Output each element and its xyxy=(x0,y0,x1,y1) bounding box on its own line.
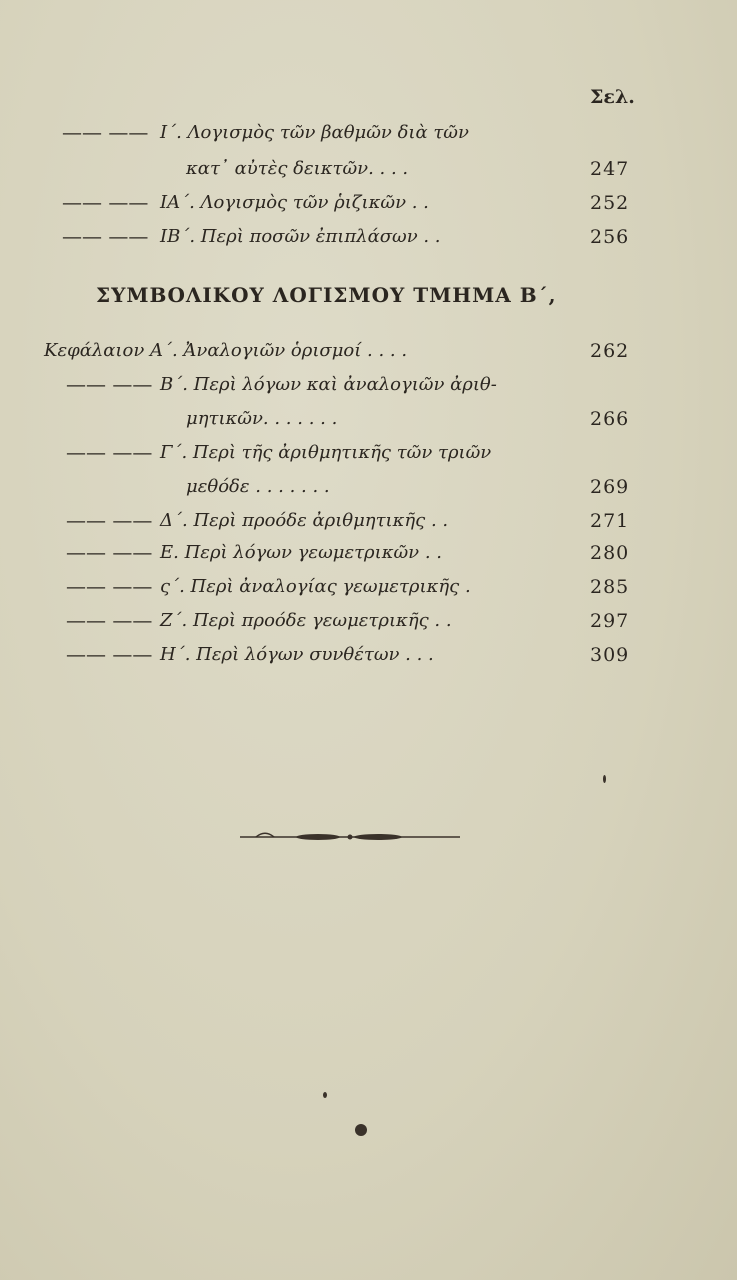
toc-entry xyxy=(0,222,737,252)
toc-title-continuation: κατ᾽ αὐτὲς δεικτῶν. . . . xyxy=(186,158,409,179)
toc-title: Γ΄. Περὶ τῆς ἀριθμητικῆς τῶν τριῶν xyxy=(160,442,492,463)
toc-page-number: 280 xyxy=(590,542,630,564)
toc-page-number: 247 xyxy=(590,158,630,180)
toc-page-number: 297 xyxy=(590,610,630,632)
toc-entry-continuation xyxy=(0,154,737,184)
toc-dashes: —— —— xyxy=(66,642,153,666)
toc-entry xyxy=(0,572,737,602)
toc-entry xyxy=(0,336,737,366)
toc-entry xyxy=(0,640,737,670)
toc-page-number: 252 xyxy=(590,192,630,214)
ornament-rule-icon xyxy=(238,830,462,844)
toc-entry xyxy=(0,538,737,568)
toc-entry xyxy=(0,370,737,400)
toc-title: ΙΒ΄. Περὶ ποσῶν ἐπιπλάσων . . xyxy=(160,226,441,247)
toc-entry-continuation xyxy=(0,472,737,502)
toc-dashes: —— —— xyxy=(62,224,149,248)
toc-dashes: —— —— xyxy=(66,540,153,564)
toc-dashes: —— —— xyxy=(66,508,153,532)
toc-dashes: —— —— xyxy=(62,190,149,214)
toc-title-continuation: μεθόδε . . . . . . . xyxy=(186,476,330,497)
toc-entry-continuation xyxy=(0,404,737,434)
toc-dashes: —— —— xyxy=(62,120,149,144)
toc-title: Δ΄. Περὶ προόδε ἀριθμητικῆς . . xyxy=(160,510,449,531)
toc-entry xyxy=(0,438,737,468)
toc-title: ΙΑ΄. Λογισμὸς τῶν ῥιζικῶν . . xyxy=(160,192,429,213)
toc-dashes: —— —— xyxy=(66,440,153,464)
ink-speck xyxy=(603,775,606,783)
section-heading: ΣΥΜΒΟΛΙΚΟΥ ΛΟΓΙΣΜΟΥ ΤΜΗΜΑ Β΄, xyxy=(96,283,557,307)
toc-title: ς΄. Περὶ ἀναλογίας γεωμετρικῆς . xyxy=(160,576,471,597)
toc-page-number: 271 xyxy=(590,510,630,532)
page-column-header: Σελ. xyxy=(590,86,635,108)
toc-page-number: 269 xyxy=(590,476,630,498)
toc-page-number: 262 xyxy=(590,340,630,362)
toc-dashes: —— —— xyxy=(66,574,153,598)
toc-title-continuation: μητικῶν. . . . . . . xyxy=(186,408,338,429)
toc-title: Κεφάλαιον Α΄. Ἀναλογιῶν ὁρισμοί . . . . xyxy=(44,340,408,361)
toc-title: Η΄. Περὶ λόγων συνθέτων . . . xyxy=(160,644,434,665)
toc-page-number: 256 xyxy=(590,226,630,248)
toc-entry xyxy=(0,506,737,536)
toc-page-number: 285 xyxy=(590,576,630,598)
toc-page-number: 309 xyxy=(590,644,630,666)
toc-title: Ζ΄. Περὶ προόδε γεωμετρικῆς . . xyxy=(160,610,452,631)
toc-title: Ι΄. Λογισμὸς τῶν βαθμῶν διὰ τῶν xyxy=(160,122,469,143)
toc-entry xyxy=(0,606,737,636)
toc-title: Β΄. Περὶ λόγων καὶ ἀναλογιῶν ἀριθ- xyxy=(160,374,497,395)
toc-page-number: 266 xyxy=(590,408,630,430)
toc-dashes: —— —— xyxy=(66,608,153,632)
ink-speck xyxy=(323,1092,327,1098)
ink-speck xyxy=(355,1124,367,1136)
toc-dashes: —— —— xyxy=(66,372,153,396)
toc-entry xyxy=(0,188,737,218)
toc-title: Ε. Περὶ λόγων γεωμετρικῶν . . xyxy=(160,542,443,563)
toc-entry xyxy=(0,118,737,148)
